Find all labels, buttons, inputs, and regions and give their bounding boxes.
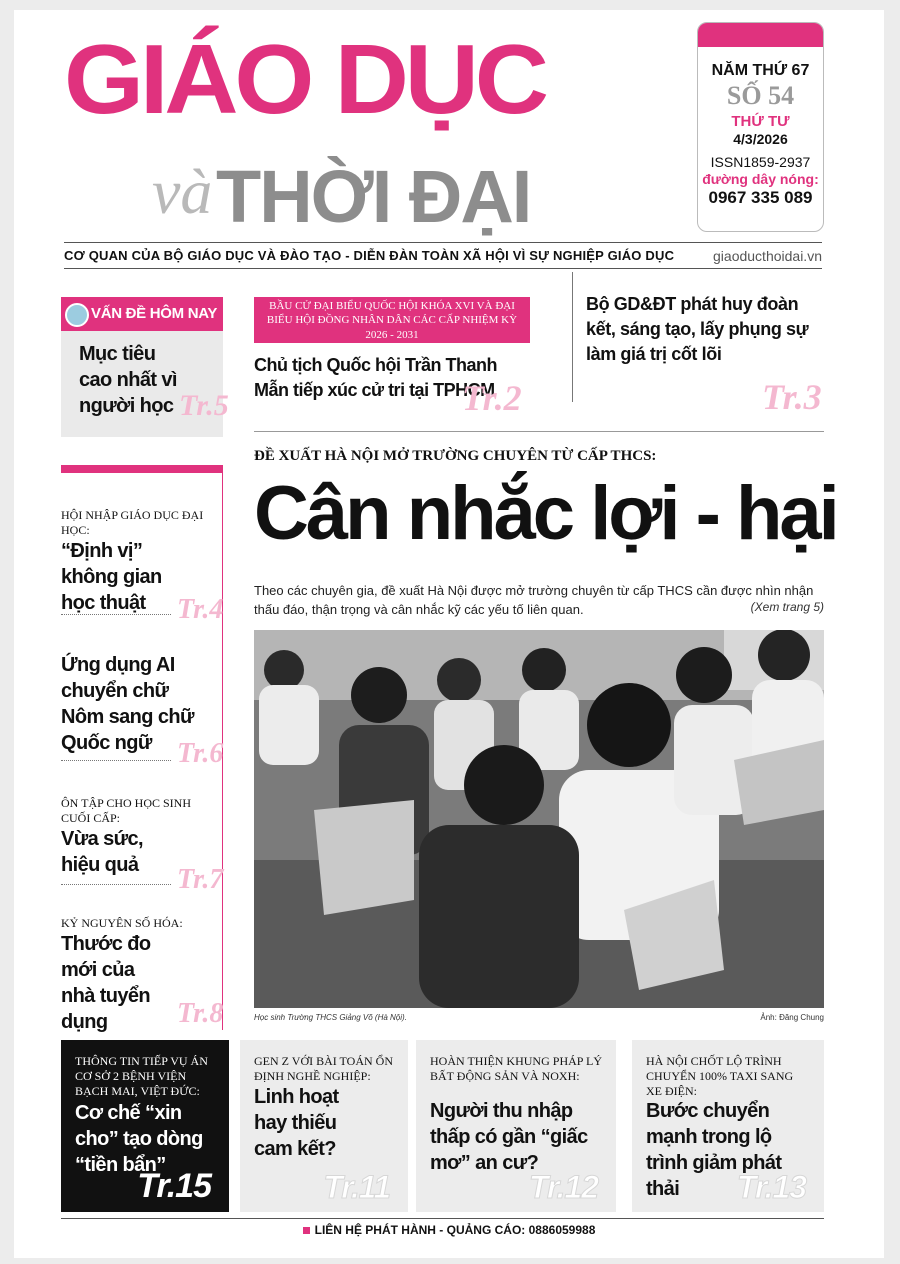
newspaper-front-page — [14, 10, 884, 1258]
sidebar-page: Tr.7 — [177, 864, 224, 895]
lead-kicker: ĐỀ XUẤT HÀ NỘI MỞ TRƯỜNG CHUYÊN TỪ CẤP THCS: — [254, 448, 657, 464]
bottom-kicker: THÔNG TIN TIẾP VỤ ÁN CƠ SỞ 2 BỆNH VIỆN BẠCH MAI, VIỆT ĐỨC: — [75, 1054, 208, 1098]
sidebar-top-bar — [61, 465, 222, 473]
bottom-kicker: GEN Z VỚI BÀI TOÁN ỔN ĐỊNH NGHỀ NGHIỆP: — [254, 1054, 393, 1083]
election-headline: Chủ tịch Quốc hội Trần Thanh Mẫn tiếp xúc cử tri tại TPHCM — [254, 355, 497, 401]
sidebar-headline: Thước đo mới của nhà tuyển dụng — [61, 933, 151, 1033]
issn: ISSN1859-2937 — [710, 154, 811, 171]
bottom-story-3[interactable] — [416, 1040, 616, 1212]
ministry-story[interactable] — [586, 292, 826, 417]
election-banner-text: BẦU CỬ ĐẠI BIỂU QUỐC HỘI KHÓA XVI VÀ ĐẠI BIỂU HỘI ĐỒNG NHÂN DÂN CÁC CẤP NHIỆM KỲ 2026 - 2031 — [266, 300, 518, 341]
sidebar-headline: Vừa sức, hiệu quả — [61, 828, 143, 876]
sidebar-kicker: HỘI NHẬP GIÁO DỤC ĐẠI HỌC: — [61, 508, 204, 537]
sidebar-page: Tr.4 — [177, 594, 224, 625]
bottom-story-1[interactable] — [61, 1040, 229, 1212]
election-story[interactable] — [254, 297, 554, 417]
issue-today-page: Tr.5 — [179, 389, 229, 422]
bottom-kicker: HÀ NỘI CHỐT LỘ TRÌNH CHUYỂN 100% TAXI SANG XE ĐIỆN: — [646, 1054, 794, 1098]
globe-icon — [65, 303, 89, 327]
header-rule-top — [64, 242, 822, 243]
logo-va: và — [152, 156, 213, 227]
ministry-headline: Bộ GD&ĐT phát huy đoàn kết, sáng tạo, lấy phụng sự làm giá trị cốt lõi — [586, 294, 809, 364]
logo-thoi-dai: THỜI ĐẠI — [216, 155, 531, 238]
sidebar-dots — [61, 760, 171, 761]
tagline: CƠ QUAN CỦA BỘ GIÁO DỤC VÀ ĐÀO TẠO - DIỄN ĐÀN TOÀN XÃ HỘI VÌ SỰ NGHIỆP GIÁO DỤC — [64, 248, 675, 263]
issue-today-headline: Mục tiêu cao nhất vì người học — [79, 343, 177, 417]
footer-contact-label: LIÊN HỆ PHÁT HÀNH - QUẢNG CÁO: — [314, 1223, 526, 1237]
bottom-headline: Bước chuyển mạnh trong lộ trình giảm phát thải — [646, 1100, 782, 1200]
sidebar-headline: “Định vị” không gian học thuật — [61, 540, 162, 614]
footer-rule — [61, 1218, 824, 1219]
year-label: NĂM THỨ 67 — [711, 62, 810, 79]
issue-info-box — [697, 22, 824, 232]
sidebar-kicker: KỶ NGUYÊN SỐ HÓA: — [61, 916, 183, 930]
bottom-story-2[interactable] — [240, 1040, 408, 1212]
sidebar-headline: Ứng dụng AI chuyển chữ Nôm sang chữ Quốc ngữ — [61, 654, 194, 754]
photo-credit: Ảnh: Đăng Chung — [760, 1013, 824, 1022]
footer-contact — [14, 1223, 884, 1237]
logo-giao-duc: GIÁO DỤC — [64, 24, 545, 134]
lead-see-page[interactable]: (Xem trang 5) — [750, 600, 824, 614]
bottom-headline: Cơ chế “xin cho” tạo dòng “tiền bẩn” — [75, 1102, 203, 1176]
issue-number: SỐ 54 — [726, 81, 795, 111]
sidebar-page: Tr.8 — [177, 998, 224, 1029]
sidebar-dots — [61, 884, 171, 885]
sidebar-story-3[interactable] — [61, 796, 224, 895]
bottom-headline: Linh hoạt hay thiếu cam kết? — [254, 1086, 339, 1160]
lead-rule — [254, 431, 824, 432]
issue-box-bar — [698, 23, 823, 47]
lead-photo — [254, 630, 824, 1008]
bottom-headline: Người thu nhập thấp có gần “giấc mơ” an cư? — [430, 1100, 588, 1174]
website[interactable]: giaoducthoidai.vn — [713, 248, 822, 264]
sidebar-story-2[interactable] — [61, 652, 224, 772]
column-divider — [572, 272, 573, 402]
bottom-page: Tr.11 — [323, 1169, 390, 1205]
bottom-page: Tr.12 — [528, 1169, 598, 1205]
ministry-page: Tr.3 — [762, 377, 822, 417]
issue-today-box[interactable] — [61, 297, 229, 437]
lead-summary: Theo các chuyên gia, đề xuất Hà Nội được mở trường chuyên từ cấp THCS cần được nhìn nhận thấu đáo, thận trọng và cân nhắc kỹ các yếu tố liên quan. — [254, 583, 814, 617]
bottom-story-4[interactable] — [632, 1040, 824, 1212]
bottom-page: Tr.15 — [137, 1167, 211, 1205]
header-rule-bottom — [64, 268, 822, 269]
election-page: Tr.2 — [462, 378, 522, 418]
hotline-number: 0967 335 089 — [708, 187, 813, 207]
sidebar-dots — [61, 614, 171, 615]
date: 4/3/2026 — [733, 131, 788, 148]
photo-caption: Học sinh Trường THCS Giảng Võ (Hà Nội). — [254, 1013, 407, 1022]
hotline-label: đường dây nóng: — [702, 170, 819, 187]
weekday: THỨ TƯ — [731, 113, 790, 131]
sidebar-kicker: ÔN TẬP CHO HỌC SINH CUỐI CẤP: — [61, 796, 192, 825]
bottom-kicker: HOÀN THIỆN KHUNG PHÁP LÝ BẤT ĐỘNG SẢN VÀ NOXH: — [430, 1054, 602, 1083]
issue-today-label: VẤN ĐỀ HÔM NAY — [91, 305, 218, 322]
footer-phone[interactable]: 0886059988 — [528, 1223, 596, 1237]
sidebar-page: Tr.6 — [177, 738, 224, 769]
bottom-page: Tr.13 — [736, 1169, 806, 1205]
square-bullet-icon — [303, 1227, 310, 1234]
lead-headline[interactable]: Cân nhắc lợi - hại — [254, 471, 837, 556]
sidebar-story-1[interactable] — [61, 508, 224, 625]
sidebar-story-4[interactable] — [61, 916, 224, 1034]
